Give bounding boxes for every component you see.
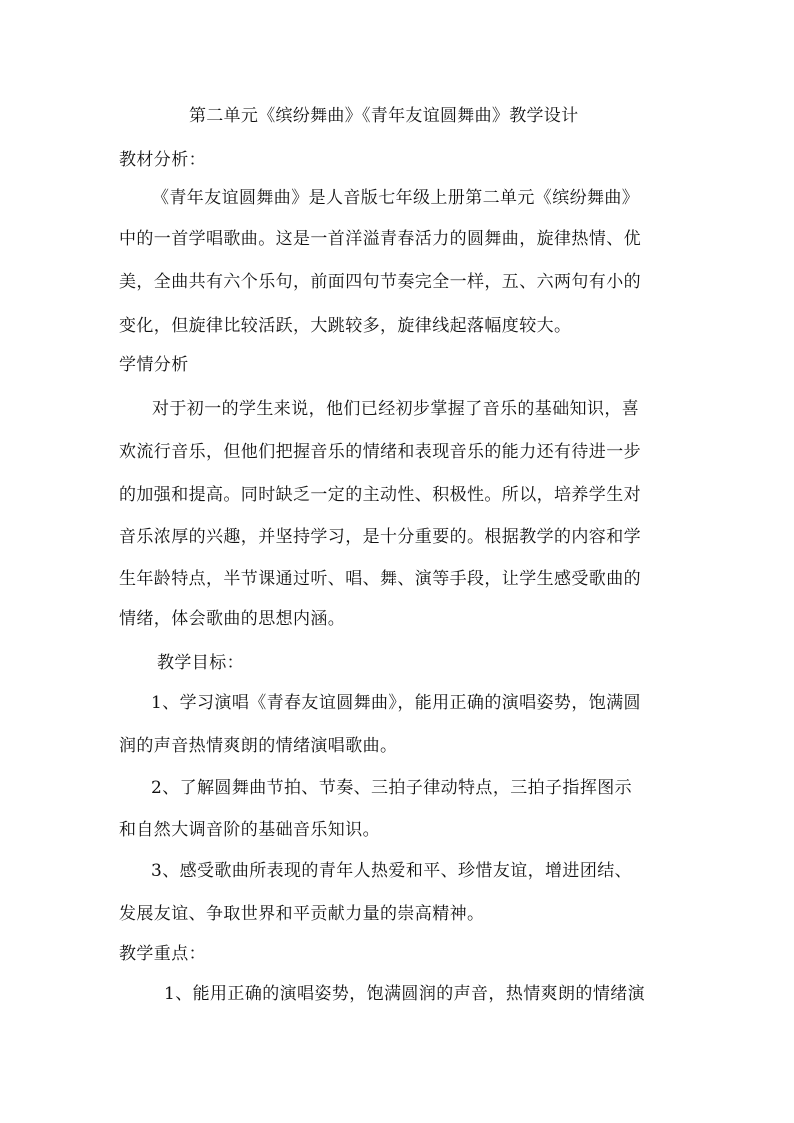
teaching-goal-3-line-1: 3、感受歌曲所表现的青年人热爱和平、珍惜友谊，增进团结、 <box>151 861 633 881</box>
learner-analysis-line-5: 生年龄特点，半节课通过听、唱、舞、演等手段，让学生感受歌曲的 <box>119 569 641 589</box>
learner-analysis-line-1: 对于初一的学生来说，他们已经初步掌握了音乐的基础知识，喜 <box>152 399 640 419</box>
learner-analysis-line-4: 音乐浓厚的兴趣，并坚持学习，是十分重要的。根据教学的内容和学 <box>119 527 641 547</box>
learner-analysis-line-2: 欢流行音乐，但他们把握音乐的情绪和表现音乐的能力还有待进一步 <box>119 442 641 462</box>
material-analysis-heading: 教材分析： <box>119 150 206 170</box>
material-analysis-line-3: 美，全曲共有六个乐句，前面四句节奏完全一样，五、六两句有小的 <box>119 272 641 292</box>
teaching-goals-heading: 教学目标： <box>157 653 244 673</box>
document-title: 第二单元《缤纷舞曲》《青年友谊圆舞曲》教学设计 <box>189 106 579 126</box>
teaching-goal-2-line-2: 和自然大调音阶的基础音乐知识。 <box>119 820 380 840</box>
material-analysis-line-2: 中的一首学唱歌曲。这是一首洋溢青春活力的圆舞曲，旋律热情、优 <box>119 229 641 249</box>
teaching-goal-1-line-1: 1、学习演唱《青春友谊圆舞曲》，能用正确的演唱姿势，饱满圆 <box>151 693 641 713</box>
teaching-goal-1-line-2: 润的声音热情爽朗的情绪演唱歌曲。 <box>119 736 398 756</box>
key-points-heading: 教学重点： <box>119 944 206 964</box>
material-analysis-line-4: 变化，但旋律比较活跃，大跳较多，旋律线起落幅度较大。 <box>119 316 572 336</box>
learner-analysis-line-6: 情绪，体会歌曲的思想内涵。 <box>119 609 346 629</box>
learner-analysis-heading: 学情分析 <box>119 355 189 375</box>
teaching-goal-3-line-2: 发展友谊、争取世界和平贡献力量的崇高精神。 <box>119 904 485 924</box>
material-analysis-line-1: 《青年友谊圆舞曲》是人音版七年级上册第二单元《缤纷舞曲》 <box>152 188 640 208</box>
teaching-goal-2-line-1: 2、了解圆舞曲节拍、节奏、三拍子律动特点，三拍子指挥图示 <box>151 778 633 798</box>
learner-analysis-line-3: 的加强和提高。同时缺乏一定的主动性、积极性。所以，培养学生对 <box>119 485 641 505</box>
key-point-1-line-1: 1、能用正确的演唱姿势，饱满圆润的声音，热情爽朗的情绪演 <box>164 984 646 1004</box>
